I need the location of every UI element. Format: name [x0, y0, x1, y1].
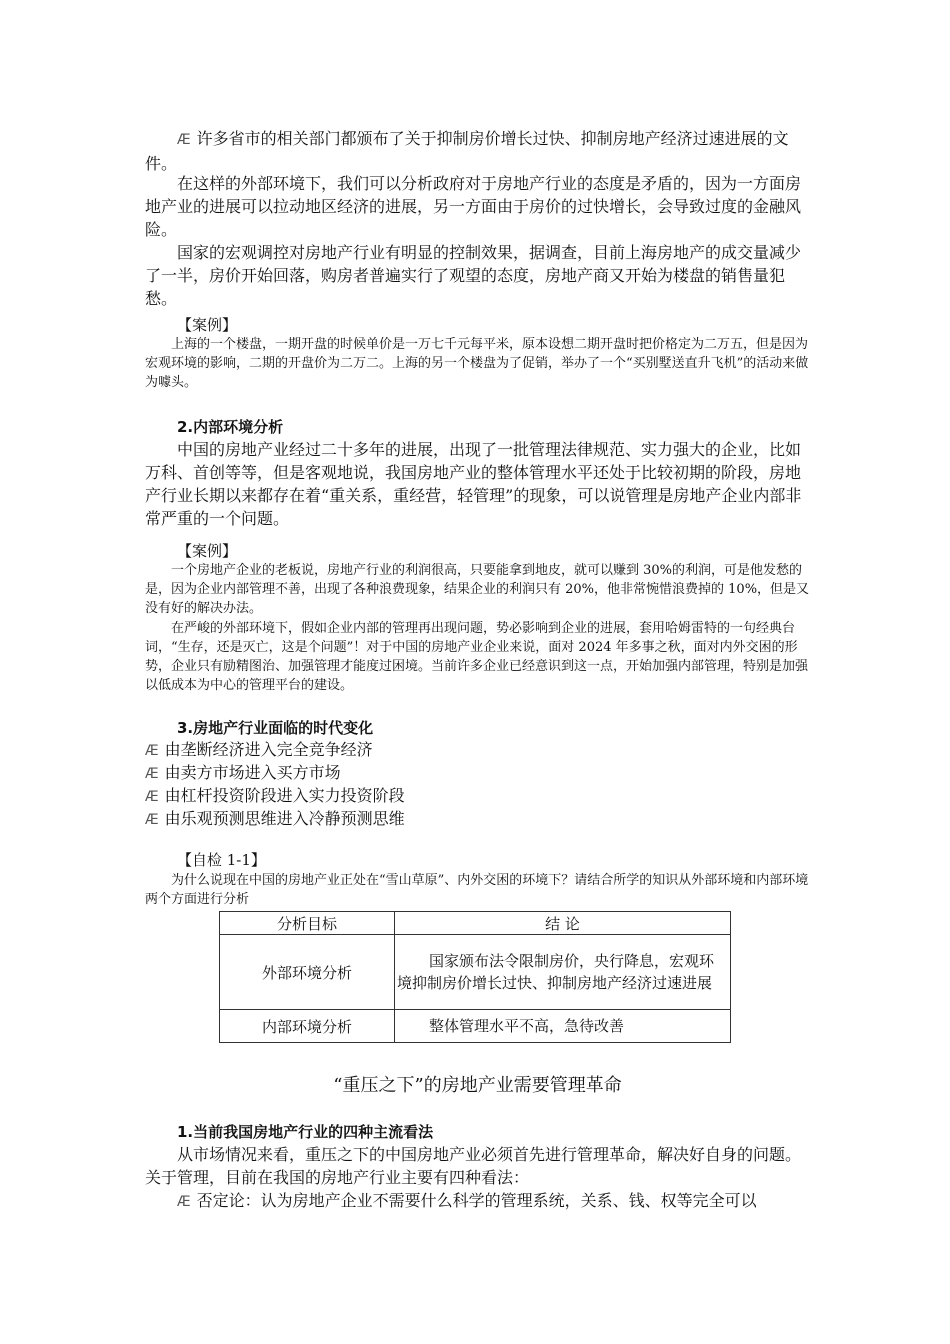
bullet-glyph: Æ: [145, 766, 159, 782]
case-label-1: 【案例】: [177, 316, 238, 334]
case-text-1: 上海的一个楼盘，一期开盘的时候单价是一万七千元每平米，原本设想二期开盘时把价格定为二万五，但是因为宏观环境的影响，二期的开盘价为二万二。上海的另一个楼盘为了促销，举办了一个“买别墅送直升飞机”的活动来做为噱头。: [145, 337, 809, 390]
table-header: 结 论: [395, 912, 731, 935]
bullet-list: [145, 739, 810, 831]
analysis-table: [219, 911, 731, 1043]
case-text-2: 一个房地产企业的老板说，房地产行业的利润很高，只要能拿到地皮，就可以赚到 30%的利润，可是他发愁的是，因为企业内部管理不善，出现了各种浪费现象，结果企业的利润只有 20%，他非常惋惜浪费掉的 10%，但是又没有好的解决办法。: [145, 563, 810, 616]
bullet-glyph: Æ: [177, 1194, 191, 1210]
section-heading-3: 3.房地产行业面临的时代变化: [177, 719, 374, 737]
paragraph-1-text: 许多省市的相关部门都颁布了关于抑制房价增长过快、抑制房地产经济过速进展的文件。: [145, 129, 789, 173]
table-header-row: [220, 912, 731, 935]
table-header: 分析目标: [220, 912, 395, 935]
bullet-glyph: Æ: [145, 789, 159, 805]
list-item: Æ 由卖方市场进入买方市场: [145, 763, 341, 782]
self-check-label: 【自检 1-1】: [177, 851, 266, 869]
paragraph-2: 在这样的外部环境下，我们可以分析政府对于房地产行业的态度是矛盾的，因为一方面房地产业的进展可以拉动地区经济的进展，另一方面由于房价的过快增长，会导致过度的金融风险。: [145, 174, 802, 239]
paragraph-6: 从市场情况来看，重压之下的中国房地产业必须首先进行管理革命，解决好自身的问题。关于管理，目前在我国的房地产行业主要有四种看法：: [145, 1145, 802, 1187]
paragraph-5: 在严峻的外部环境下，假如企业内部的管理再出现问题，势必影响到企业的进展，套用哈姆雷特的一句经典台词，“生存，还是灭亡，这是个问题”！对于中国的房地产业企业来说，面对 2024 年多事之秋，面对内外交困的形势，企业只有励精图治、加强管理才能度过困境。当前许多企业已经意识到这一点，开始加强内部管理，特别是加强以低成本为中心的管理平台的建设。: [145, 621, 809, 693]
section-heading-4: 1.当前我国房地产行业的四种主流看法: [177, 1123, 434, 1141]
section-heading-2: 2.内部环境分析: [177, 418, 284, 436]
bullet-glyph: Æ: [145, 743, 159, 759]
table-row: [220, 1010, 731, 1043]
table-row: [220, 935, 731, 1010]
paragraph-4: 中国的房地产业经过二十多年的进展，出现了一批管理法律规范、实力强大的企业，比如万科、首创等等，但是客观地说，我国房地产业的整体管理水平还处于比较初期的阶段，房地产行业长期以来都存在着“重关系，重经营，轻管理”的现象，可以说管理是房地产企业内部非常严重的一个问题。: [145, 440, 802, 528]
paragraph-1: [145, 127, 810, 175]
paragraph-3: 国家的宏观调控对房地产行业有明显的控制效果，据调查，目前上海房地产的成交量减少了一半，房价开始回落，购房者普遍实行了观望的态度，房地产商又开始为楼盘的销售量犯愁。: [145, 243, 802, 308]
self-check-text: 为什么说现在中国的房地产业正处在“雪山草原”、内外交困的环境下？请结合所学的知识从外部环境和内部环境两个方面进行分析: [145, 873, 809, 907]
table-cell: 外部环境分析: [220, 935, 395, 1010]
table-cell: 内部环境分析: [220, 1010, 395, 1043]
section-title: “重压之下”的房地产业需要管理革命: [333, 1075, 622, 1096]
list-item: Æ 由乐观预测思维进入冷静预测思维: [145, 809, 405, 828]
bullet-glyph: Æ: [145, 812, 159, 828]
table-cell: 国家颁布法令限制房价，央行降息，宏观环境抑制房价增长过快、抑制房地产经济过速进展: [395, 935, 731, 1010]
table-cell: 整体管理水平不高，急待改善: [395, 1010, 731, 1043]
paragraph-7: [145, 1189, 810, 1214]
paragraph-7-text: 否定论：认为房地产企业不需要什么科学的管理系统，关系、钱、权等完全可以: [196, 1191, 757, 1210]
bullet-glyph: Æ: [177, 132, 191, 148]
case-label-2: 【案例】: [177, 542, 238, 560]
list-item: Æ 由垄断经济进入完全竞争经济: [145, 740, 373, 759]
list-item: Æ 由杠杆投资阶段进入实力投资阶段: [145, 786, 405, 805]
